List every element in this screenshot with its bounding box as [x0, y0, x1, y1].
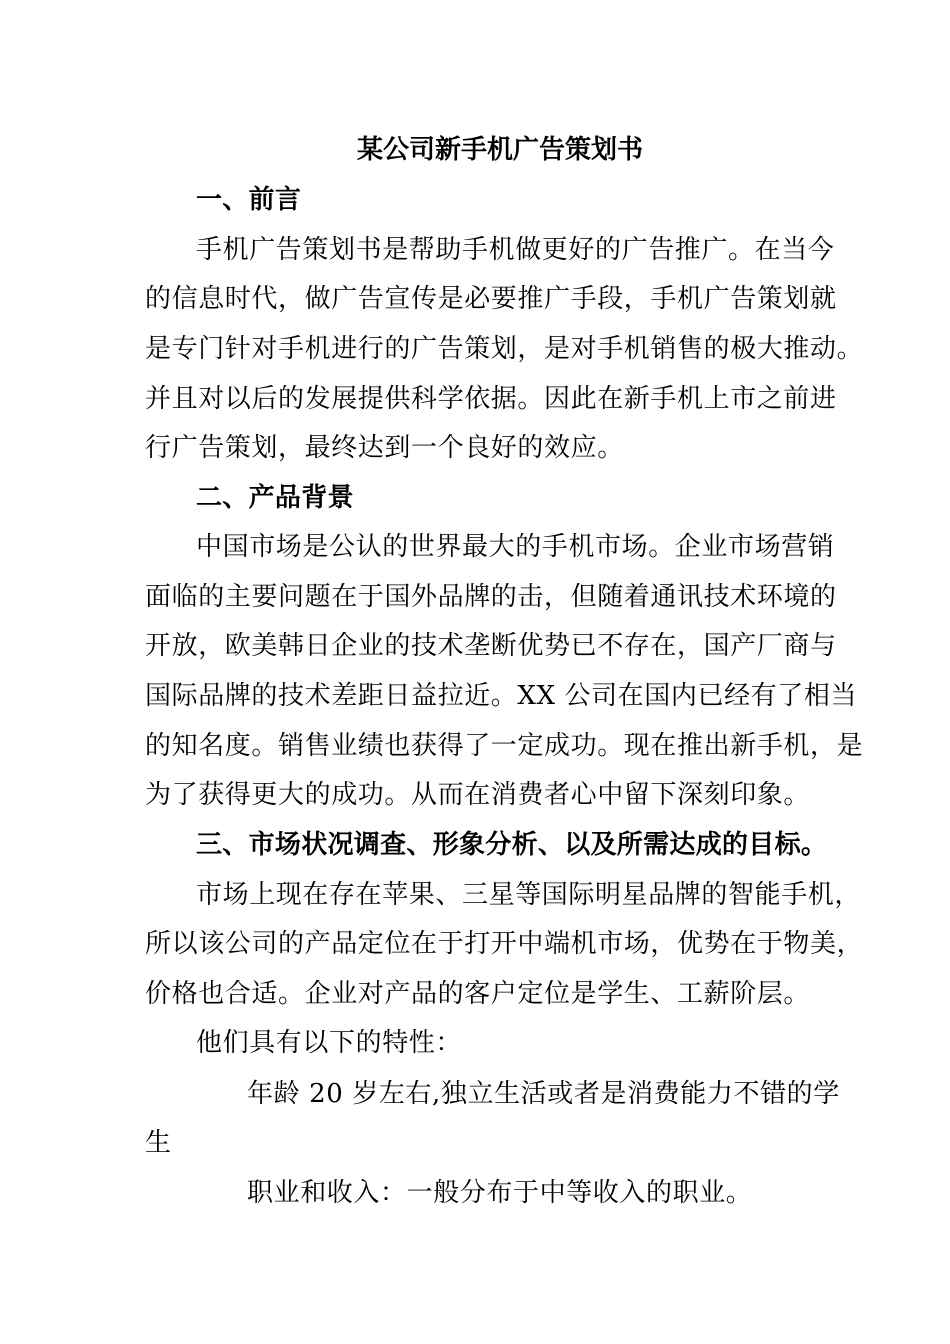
paragraph-line: 行广告策划，最终达到一个良好的效应。	[145, 433, 624, 463]
paragraph-line: 生	[145, 1128, 172, 1158]
paragraph-line: 中国市场是公认的世界最大的手机市场。企业市场营销	[196, 532, 835, 562]
section-heading-product-background: 二、产品背景	[196, 483, 354, 513]
paragraph-line: 年龄 20 岁左右,独立生活或者是消费能力不错的学	[247, 1079, 840, 1109]
document-title: 某公司新手机广告策划书	[356, 135, 643, 165]
paragraph-line: 面临的主要问题在于国外品牌的击，但随着通讯技术环境的	[145, 582, 837, 612]
paragraph-line: 的知名度。销售业绩也获得了一定成功。现在推出新手机，是	[145, 731, 864, 761]
paragraph-line: 职业和收入：一般分布于中等收入的职业。	[247, 1178, 753, 1208]
paragraph-line: 并且对以后的发展提供科学依据。因此在新手机上市之前进	[145, 384, 837, 414]
paragraph-line: 是专门针对手机进行的广告策划，是对手机销售的极大推动。	[145, 334, 864, 364]
paragraph-line: 的信息时代，做广告宣传是必要推广手段，手机广告策划就	[145, 284, 837, 314]
section-heading-market-survey: 三、市场状况调查、形象分析、以及所需达成的目标。	[196, 830, 828, 860]
section-heading-preface: 一、前言	[196, 185, 302, 215]
paragraph-line: 他们具有以下的特性：	[196, 1028, 463, 1058]
paragraph-line: 为了获得更大的成功。从而在消费者心中留下深刻印象。	[145, 780, 811, 810]
paragraph-line: 国际品牌的技术差距日益拉近。XX 公司在国内已经有了相当	[145, 681, 858, 711]
paragraph-line: 开放，欧美韩日企业的技术垄断优势已不存在，国产厂商与	[145, 631, 837, 661]
paragraph-line: 手机广告策划书是帮助手机做更好的广告推广。在当今	[196, 235, 835, 265]
paragraph-line: 市场上现在存在苹果、三星等国际明星品牌的智能手机，	[196, 880, 862, 910]
paragraph-line: 价格也合适。企业对产品的客户定位是学生、工薪阶层。	[145, 979, 811, 1009]
paragraph-line: 所以该公司的产品定位在于打开中端机市场，优势在于物美，	[145, 929, 864, 959]
